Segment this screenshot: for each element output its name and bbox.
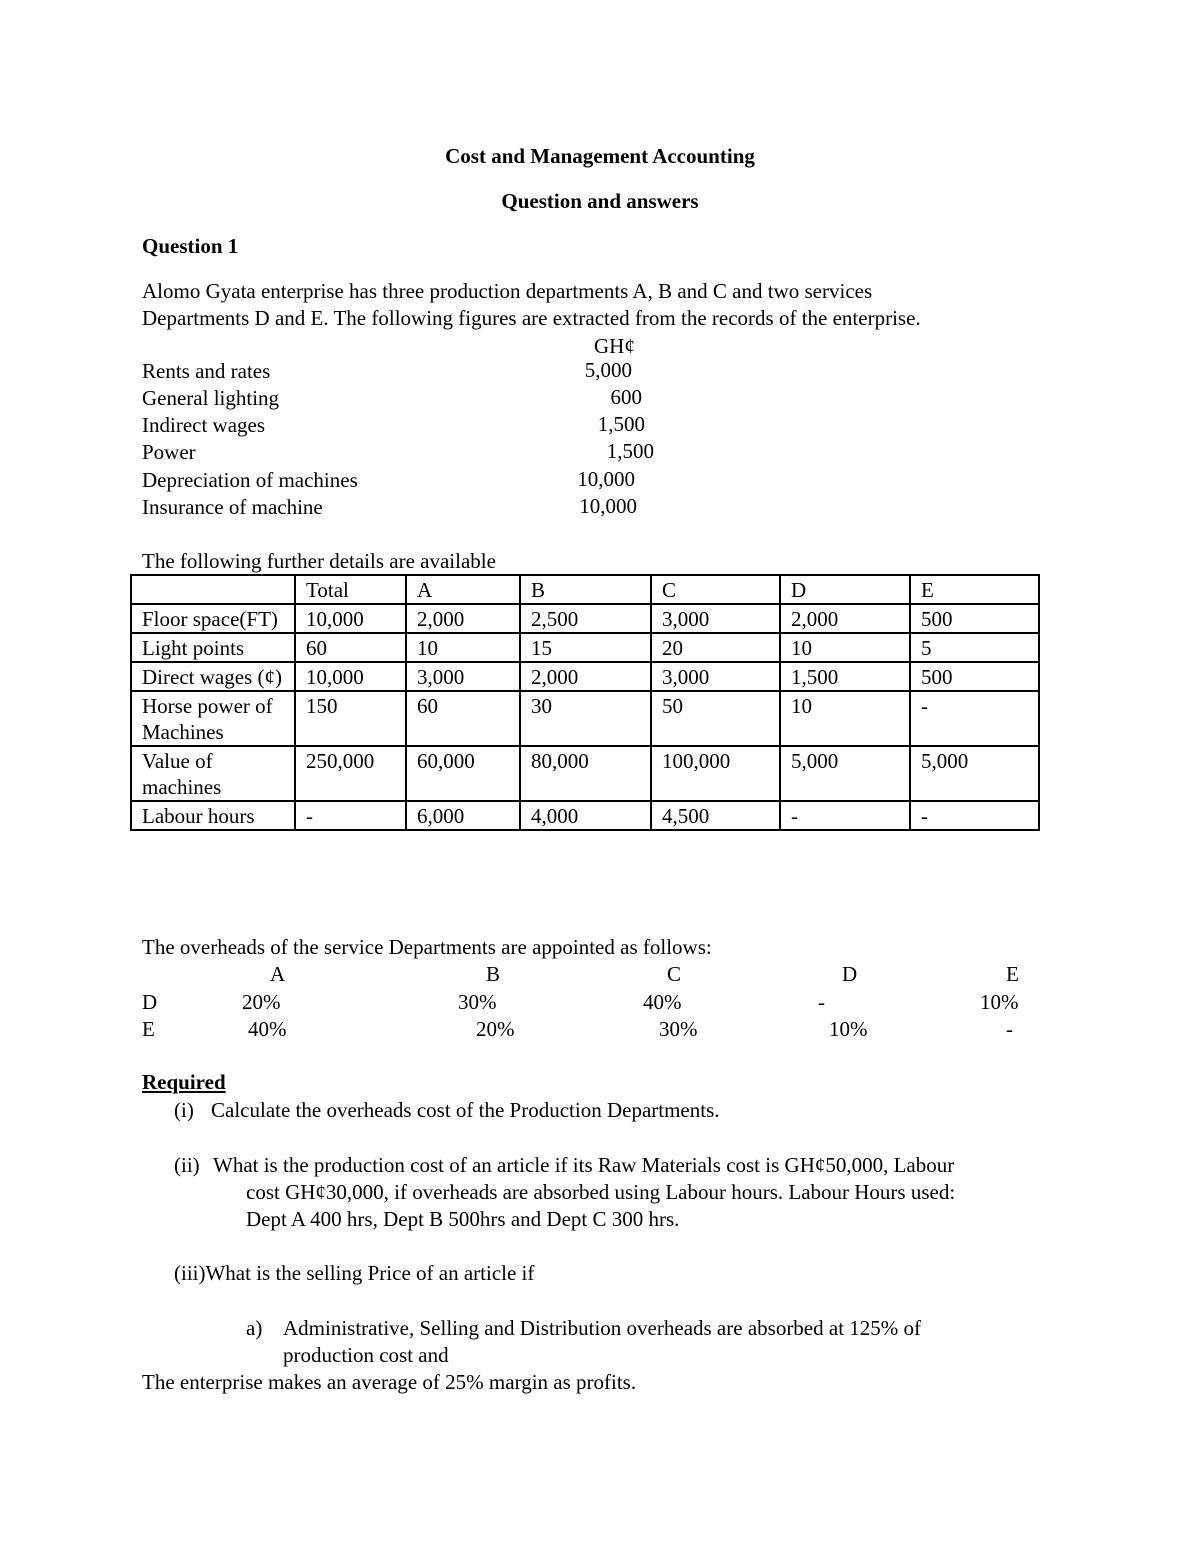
required-item-text: Calculate the overheads cost of the Production Departments. — [211, 1098, 720, 1122]
expense-label: Indirect wages — [142, 413, 266, 437]
table-cell: 2,500 — [520, 604, 651, 633]
table-cell: 2,000 — [520, 662, 651, 691]
apportionment-row-label: E — [142, 1017, 155, 1041]
details-table — [130, 574, 1040, 831]
expense-label: Power — [142, 440, 196, 464]
table-cell: 50 — [651, 691, 780, 746]
table-cell: 4,000 — [520, 801, 651, 830]
table-cell: 80,000 — [520, 746, 651, 801]
table-header-row — [131, 575, 1039, 604]
table-cell: 60,000 — [406, 746, 520, 801]
expense-amount: 1,500 — [606, 439, 654, 463]
table-header-cell: D — [780, 575, 910, 604]
table-row — [131, 801, 1039, 830]
table-cell: 2,000 — [780, 604, 910, 633]
table-cell: 2,000 — [406, 604, 520, 633]
apportionment-value: 40% — [643, 990, 682, 1014]
table-header-cell: A — [406, 575, 520, 604]
apportionment-row-label: D — [142, 990, 158, 1014]
document-subtitle: Question and answers — [501, 189, 699, 213]
table-cell: 250,000 — [295, 746, 406, 801]
table-cell: 1,500 — [780, 662, 910, 691]
table-cell: 3,000 — [406, 662, 520, 691]
table-cell: 60 — [295, 633, 406, 662]
table-row-label: Value of machines — [131, 746, 295, 801]
apportionment-value: - — [818, 990, 825, 1014]
question-intro-line-1: Alomo Gyata enterprise has three production departments A, B and C and two services — [142, 279, 873, 303]
apportionment-value: 10% — [829, 1017, 868, 1041]
required-item-text: cost GH¢30,000, if overheads are absorbed using Labour hours. Labour Hours used: — [246, 1180, 956, 1204]
table-row — [131, 604, 1039, 633]
question-intro-line-2: Departments D and E. The following figures are extracted from the records of the enterprise. — [142, 306, 921, 330]
table-cell: 30 — [520, 691, 651, 746]
table-row-label: Labour hours — [131, 801, 295, 830]
table-cell: 3,000 — [651, 604, 780, 633]
currency-header: GH¢ — [594, 334, 635, 358]
table-cell: - — [780, 801, 910, 830]
table-cell: 5,000 — [780, 746, 910, 801]
table-row — [131, 691, 1039, 746]
table-cell: 20 — [651, 633, 780, 662]
apportionment-value: 20% — [476, 1017, 515, 1041]
expense-amount: 10,000 — [577, 467, 635, 491]
table-row-label: Light points — [131, 633, 295, 662]
expense-label: Insurance of machine — [142, 495, 323, 519]
table-cell: 10 — [780, 633, 910, 662]
expense-amount: 10,000 — [579, 494, 637, 518]
table-cell: 5 — [910, 633, 1039, 662]
table-row-label: Horse power of Machines — [131, 691, 295, 746]
further-details-caption: The following further details are available — [142, 549, 496, 573]
table-row — [131, 662, 1039, 691]
apportionment-value: 40% — [248, 1017, 287, 1041]
required-item-text: What is the production cost of an article if its Raw Materials cost is GH¢50,000, Labour — [213, 1153, 955, 1177]
table-cell: - — [910, 691, 1039, 746]
table-cell: 10,000 — [295, 604, 406, 633]
apportionment-col-header: D — [842, 962, 858, 986]
apportionment-value: 30% — [659, 1017, 698, 1041]
apportionment-value: 20% — [242, 990, 281, 1014]
table-header-cell: C — [651, 575, 780, 604]
table-cell: 60 — [406, 691, 520, 746]
table-cell: 5,000 — [910, 746, 1039, 801]
apportionment-value: - — [1006, 1017, 1013, 1041]
required-subitem-text: Administrative, Selling and Distribution overheads are absorbed at 125% of — [283, 1316, 922, 1340]
table-row — [131, 746, 1039, 801]
table-cell: - — [295, 801, 406, 830]
apportionment-col-header: A — [270, 962, 286, 986]
closing-statement: The enterprise makes an average of 25% margin as profits. — [142, 1370, 637, 1394]
table-cell: 3,000 — [651, 662, 780, 691]
required-subitem-number: a) — [246, 1316, 263, 1340]
expense-label: Rents and rates — [142, 359, 271, 383]
required-item-number: (i) — [174, 1098, 194, 1122]
required-item-number: (ii) — [174, 1153, 200, 1177]
required-heading: Required — [142, 1070, 226, 1094]
expense-amount: 1,500 — [597, 412, 645, 436]
required-item-text: (iii)What is the selling Price of an article if — [174, 1261, 535, 1285]
table-cell: 4,500 — [651, 801, 780, 830]
table-header-cell — [131, 575, 295, 604]
table-cell: 150 — [295, 691, 406, 746]
apportionment-caption: The overheads of the service Departments are appointed as follows: — [142, 935, 712, 959]
expense-label: Depreciation of machines — [142, 468, 358, 492]
table-row-label: Direct wages (¢) — [131, 662, 295, 691]
apportionment-col-header: B — [486, 962, 501, 986]
expense-amount: 5,000 — [584, 358, 632, 382]
document-title: Cost and Management Accounting — [445, 144, 755, 168]
table-cell: 500 — [910, 662, 1039, 691]
table-cell: 500 — [910, 604, 1039, 633]
table-row-label: Floor space(FT) — [131, 604, 295, 633]
table-cell: 10,000 — [295, 662, 406, 691]
expense-amount: 600 — [610, 385, 642, 409]
required-item-text: Dept A 400 hrs, Dept B 500hrs and Dept C 300 hrs. — [246, 1207, 680, 1231]
table-cell: 100,000 — [651, 746, 780, 801]
table-header-cell: B — [520, 575, 651, 604]
table-header-cell: Total — [295, 575, 406, 604]
table-cell: - — [910, 801, 1039, 830]
table-row — [131, 633, 1039, 662]
apportionment-value: 10% — [980, 990, 1019, 1014]
apportionment-col-header: E — [1006, 962, 1019, 986]
expense-label: General lighting — [142, 386, 280, 410]
apportionment-value: 30% — [458, 990, 497, 1014]
question-label: Question 1 — [142, 234, 239, 258]
table-cell: 10 — [406, 633, 520, 662]
required-subitem-text: production cost and — [283, 1343, 449, 1367]
table-header-cell: E — [910, 575, 1039, 604]
table-cell: 6,000 — [406, 801, 520, 830]
table-cell: 10 — [780, 691, 910, 746]
apportionment-col-header: C — [667, 962, 682, 986]
table-cell: 15 — [520, 633, 651, 662]
